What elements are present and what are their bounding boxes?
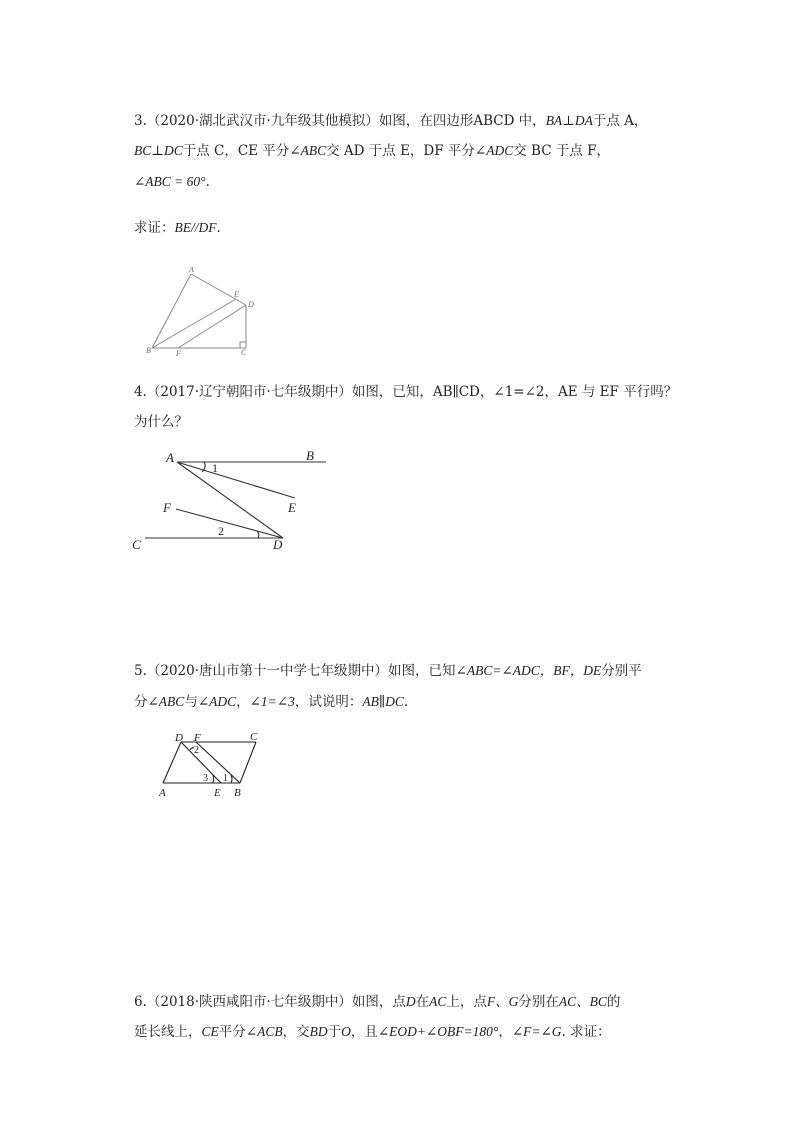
- q6-line-2: [134, 1023, 611, 1041]
- q5-text: 分: [134, 694, 148, 710]
- q5-text: 与: [184, 694, 198, 710]
- q3-label-B: B: [146, 346, 151, 355]
- q4-label-A: A: [166, 450, 174, 465]
- q6-text: 延长线上，: [134, 1024, 202, 1040]
- q5-text: .: [403, 694, 409, 710]
- q5-text: ，试说明：: [294, 694, 363, 710]
- q6-line-1: [134, 993, 620, 1011]
- q3-line-3: [134, 173, 210, 191]
- q4-line-1: [134, 383, 677, 401]
- q3-label-F: F: [176, 349, 181, 358]
- q6-math: O: [341, 1024, 351, 1039]
- q3-prove: [134, 219, 221, 237]
- q5-seg-DE: [181, 742, 221, 783]
- q5-label-D: D: [175, 732, 183, 744]
- q4-seg-AE: [177, 462, 295, 498]
- q3-math: BC⊥DC: [134, 143, 183, 158]
- q6-text: 平分: [218, 1024, 246, 1040]
- q3-label-C: C: [241, 348, 247, 357]
- q5-math: ∠ABC: [147, 694, 185, 709]
- q3-math: BE//DF: [174, 220, 217, 235]
- q3-math: BA⊥DA: [545, 113, 593, 128]
- q3-text: 求证：: [134, 220, 175, 236]
- q5-label-E: E: [214, 787, 221, 798]
- q5-line-1: [134, 662, 642, 680]
- q3-math: ∠ADC: [474, 143, 514, 158]
- q4-angle-1-label: 1: [212, 461, 218, 475]
- q4-angle-2-arc: [257, 531, 259, 538]
- q6-text: ，: [498, 1024, 512, 1040]
- q5-label-A: A: [159, 787, 166, 798]
- q6-math: ∠EOD+∠OBF=180°: [377, 1024, 499, 1039]
- q6-math: F、G: [486, 994, 519, 1009]
- q6-text: 的: [606, 994, 621, 1010]
- q5-angle-3-arc: [213, 775, 214, 783]
- q3-text: 3.（2020·湖北武汉市·九年级其他模拟）如图，在四边形ABCD 中，: [134, 113, 546, 129]
- q6-text: 于: [327, 1024, 342, 1040]
- q3-text: 交 AD 于点 E，DF 平分: [326, 143, 475, 159]
- q3-text: 交 BC 于点 F，: [513, 143, 610, 159]
- q6-text: ，且: [350, 1024, 378, 1040]
- q6-text: 6.（2018·陕西咸阳市·七年级期中）如图，点: [134, 994, 406, 1010]
- q3-math: ∠ABC = 60°: [134, 174, 206, 189]
- q6-math: ∠ACB: [245, 1024, 283, 1039]
- q5-text: ，: [236, 694, 250, 710]
- q5-angle-1-label: 1: [223, 773, 228, 784]
- q3-label-D: D: [248, 300, 254, 309]
- q5-seg-BC: [240, 742, 256, 783]
- q5-angle-1-arc: [231, 775, 232, 783]
- q6-text: 上，点: [446, 994, 487, 1010]
- q3-figure: [140, 262, 270, 362]
- q3-text: 于点 A，: [592, 113, 648, 129]
- q6-math: AC: [429, 994, 447, 1009]
- q3-label-A: A: [189, 265, 194, 274]
- q6-text: 分别在: [518, 994, 559, 1010]
- q3-text: .: [205, 174, 210, 190]
- q4-label-C: C: [132, 537, 141, 552]
- q4-label-B: B: [306, 448, 314, 463]
- q4-seg-AD: [177, 462, 283, 538]
- q6-math: AC、BC: [558, 994, 607, 1009]
- q3-line-1: [134, 112, 647, 130]
- q5-figure: [155, 728, 275, 798]
- q6-text: 在: [415, 994, 430, 1010]
- q6-text: ，交: [282, 1024, 310, 1040]
- q5-seg-AD: [163, 742, 181, 783]
- q5-label-C: C: [250, 731, 258, 743]
- q5-angle-2-label: 2: [194, 745, 199, 756]
- q5-math: ∠ADC: [197, 694, 237, 709]
- q5-text: 5.（2020·唐山市第十一中学七年级期中）如图，已知: [134, 663, 456, 679]
- q5-math: ∠1=∠3: [249, 694, 295, 709]
- q3-text: .: [216, 220, 221, 236]
- q3-text: 于点 C，CE 平分: [182, 143, 290, 159]
- q5-line-2: [134, 693, 408, 711]
- q4-figure: [128, 445, 333, 553]
- q4-label-E: E: [288, 500, 296, 515]
- q5-math: ∠ABC=∠ADC，BF，DE: [455, 663, 602, 678]
- q4-text: 为什么？: [134, 414, 188, 430]
- q3-math: ∠ABC: [289, 143, 327, 158]
- q5-math: AB∥DC: [362, 694, 404, 709]
- q4-label-F: F: [163, 500, 171, 515]
- q4-text: 4.（2017·辽宁朝阳市·七年级期中）如图，已知，AB∥CD，∠1=∠2，AE 与 EF 平行吗？: [134, 384, 678, 400]
- q6-text: . 求证：: [561, 1024, 611, 1040]
- q5-label-F: F: [194, 732, 201, 744]
- q4-seg-FD: [176, 509, 283, 538]
- q5-angle-3-label: 3: [203, 773, 208, 784]
- q3-line-2: [134, 142, 610, 160]
- q6-math: ∠F=∠G: [511, 1024, 562, 1039]
- q4-angle-2-label: 2: [218, 524, 224, 538]
- q3-label-E: E: [234, 290, 239, 299]
- q6-math: BD: [309, 1024, 328, 1039]
- q4-label-D: D: [273, 537, 283, 552]
- q6-math: D: [405, 994, 416, 1009]
- q5-text: 分别平: [601, 663, 642, 679]
- q6-math: CE: [201, 1024, 219, 1039]
- q4-line-2: [134, 413, 188, 431]
- q5-label-B: B: [234, 787, 241, 798]
